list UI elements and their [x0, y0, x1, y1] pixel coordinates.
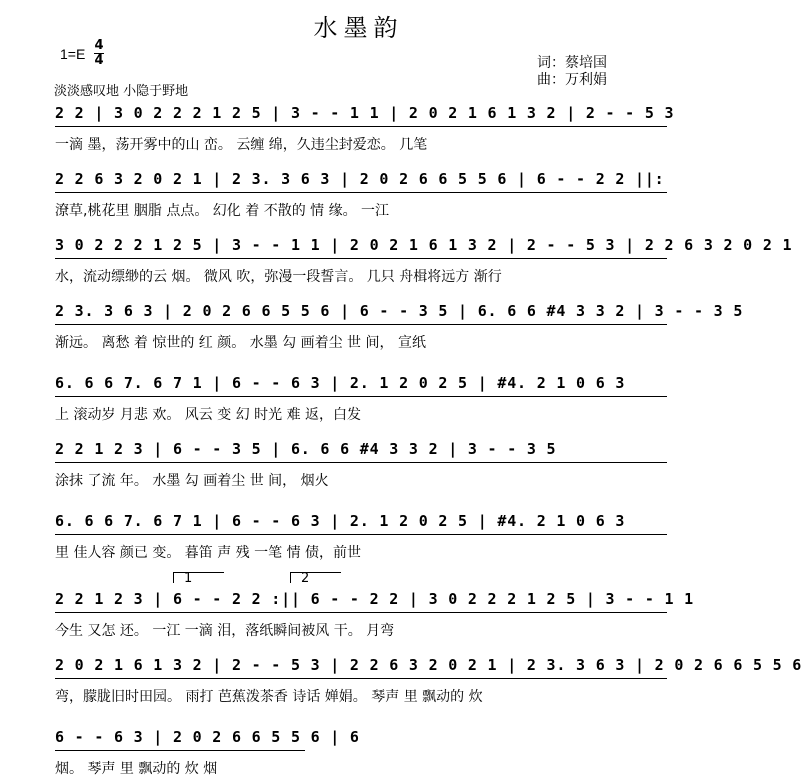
notation-line: 2 0 2 1 6 1 3 2 | 2 - - 5 3 | 2 2 6 3 2 0 2 1 | 2 3. 3 6 3 | 2 0 2 6 6 5 5 6 [55, 656, 802, 674]
lyric-line: 上 滚动岁 月悲 欢。 风云 变 幻 时光 难 返，白发 [55, 407, 362, 423]
key-signature: 1=E [60, 46, 86, 62]
notation-line: 3 0 2 2 2 1 2 5 | 3 - - 1 1 | 2 0 2 1 6 1 3 2 | 2 - - 5 3 | 2 2 6 3 2 0 2 1 [55, 236, 793, 254]
underline [55, 534, 667, 535]
lyric-line: 水，流动缥缈的云 烟。 微风 吹，弥漫一段誓言。 几只 舟楫将远方 渐行 [55, 269, 502, 285]
notation-line: 6. 6 6 7. 6 7 1 | 6 - - 6 3 | 2. 1 2 0 2 5 | #4. 2 1 0 6 3 [55, 374, 626, 392]
composer-credit: 曲：万利娟 [537, 72, 607, 88]
time-signature [94, 40, 104, 67]
lyric-line: 弯，朦胧旧时田园。 雨打 芭蕉泼茶香 诗话 婵娟。 琴声 里 飘动的 炊 [55, 689, 483, 705]
notation-line: 6 - - 6 3 | 2 0 2 6 6 5 5 6 | 6 [55, 728, 360, 746]
underline [55, 462, 667, 463]
volta-2: 2 [290, 572, 341, 583]
underline [55, 750, 305, 751]
lyric-line: 潦草,桃花里 胭脂 点点。 幻化 着 不散的 情 缘。 一江 [55, 203, 390, 219]
time-bottom: 4 [94, 53, 104, 68]
lyric-line: 一滴 墨，荡开雾中的山 峦。 云缠 绵，久违尘封爱恋。 几笔 [55, 137, 428, 153]
underline [55, 324, 667, 325]
lyric-line: 里 佳人容 颜已 变。 暮笛 声 残 一笔 情 债，前世 [55, 545, 362, 561]
tempo-marking: 淡淡感叹地 小隐于野地 [54, 84, 189, 99]
lyric-line: 渐远。 离愁 着 惊世的 红 颜。 水墨 勾 画着尘 世 间， 宣纸 [55, 335, 426, 351]
lyric-line: 烟。 琴声 里 飘动的 炊 烟 [55, 761, 218, 777]
underline [55, 126, 667, 127]
underline [55, 396, 667, 397]
underline [55, 192, 667, 193]
lyric-line: 今生 又怎 还。 一江 一滴 泪，落纸瞬间被风 干。 月弯 [55, 623, 395, 639]
lyric-line: 涂抹 了流 年。 水墨 勾 画着尘 世 间， 烟火 [55, 473, 329, 489]
underline [55, 612, 667, 613]
volta-1: 1 [173, 572, 224, 583]
underline [55, 258, 667, 259]
underline [55, 678, 667, 679]
notation-line: 2 2 1 2 3 | 6 - - 2 2 :|| 6 - - 2 2 | 3 0 2 2 2 1 2 5 | 3 - - 1 1 [55, 590, 694, 608]
lyricist-credit: 词：蔡培国 [537, 55, 607, 71]
notation-line: 6. 6 6 7. 6 7 1 | 6 - - 6 3 | 2. 1 2 0 2 5 | #4. 2 1 0 6 3 [55, 512, 626, 530]
notation-line: 2 2 1 2 3 | 6 - - 3 5 | 6. 6 6 #4 3 3 2 | 3 - - 3 5 [55, 440, 557, 458]
notation-line: 2 2 | 3 0 2 2 2 1 2 5 | 3 - - 1 1 | 2 0 2 1 6 1 3 2 | 2 - - 5 3 [55, 104, 675, 122]
song-title: 水墨韵 [313, 14, 404, 42]
notation-line: 2 3. 3 6 3 | 2 0 2 6 6 5 5 6 | 6 - - 3 5 | 6. 6 6 #4 3 3 2 | 3 - - 3 5 [55, 302, 744, 320]
time-top: 4 [94, 38, 104, 53]
notation-line: 2 2 6 3 2 0 2 1 | 2 3. 3 6 3 | 2 0 2 6 6 5 5 6 | 6 - - 2 2 ||: [55, 170, 665, 188]
